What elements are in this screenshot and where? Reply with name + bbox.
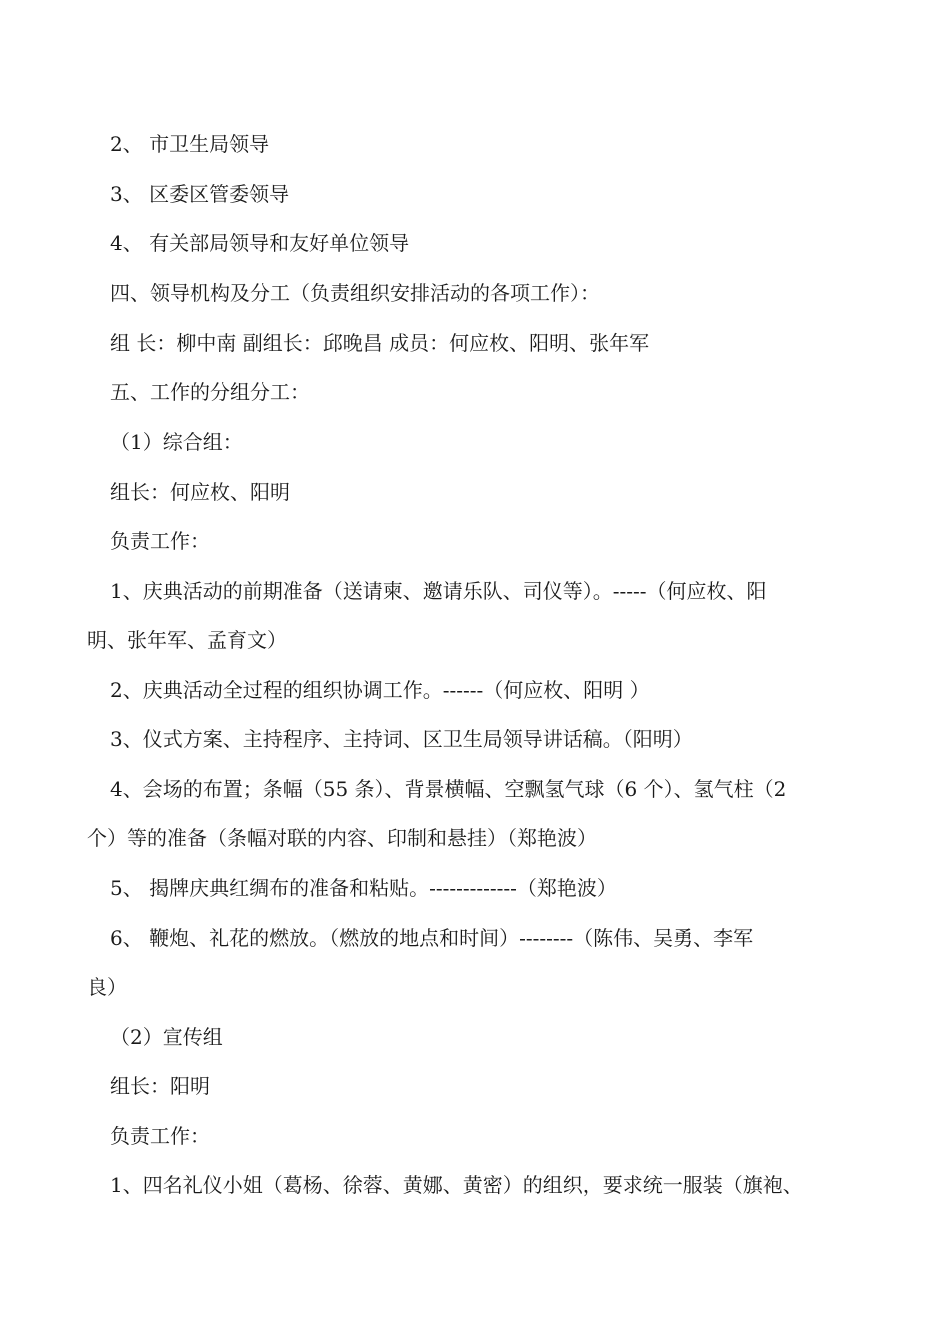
duty-item-5: 5、 揭牌庆典红绸布的准备和粘贴。-------------（郑艳波）	[110, 876, 617, 900]
duty-item-6: 6、 鞭炮、礼花的燃放。（燃放的地点和时间）--------（陈伟、吴勇、李军	[110, 926, 754, 950]
duty-item-4: 4、会场的布置；条幅（55 条）、背景横幅、空飘氢气球（6 个）、氢气柱（2	[110, 777, 787, 801]
list-item-district-committee: 3、 区委区管委领导	[110, 182, 290, 206]
subheading-general-group: （1）综合组：	[110, 430, 243, 454]
duty-item-1-continued: 明、张年军、孟育文）	[87, 628, 287, 652]
duty-item-6-continued: 良）	[87, 975, 127, 999]
section-heading-groups: 五、工作的分组分工：	[110, 380, 310, 404]
publicity-group-leader: 组长：阳明	[110, 1074, 210, 1098]
duty-item-2: 2、庆典活动全过程的组织协调工作。------（何应枚、阳明 ）	[110, 678, 650, 702]
publicity-duty-item-1: 1、四名礼仪小姐（葛杨、徐蓉、黄娜、黄密）的组织，要求统一服装（旗袍、	[110, 1173, 803, 1197]
section-heading-leadership: 四、领导机构及分工（负责组织安排活动的各项工作）：	[110, 281, 600, 305]
subheading-publicity-group: （2）宣传组	[110, 1025, 223, 1049]
list-item-related-bureaus: 4、 有关部局领导和友好单位领导	[110, 231, 410, 255]
general-group-duties-label: 负责工作：	[110, 529, 210, 553]
duty-item-3: 3、仪式方案、主持程序、主持词、区卫生局领导讲话稿。（阳明）	[110, 727, 693, 751]
leadership-members: 组 长：柳中南 副组长：邱晚昌 成员：何应枚、阳明、张年军	[110, 331, 650, 355]
duty-item-4-continued: 个）等的准备（条幅对联的内容、印制和悬挂）（郑艳波）	[87, 826, 597, 850]
list-item-city-health-bureau: 2、 市卫生局领导	[110, 132, 270, 156]
duty-item-1: 1、庆典活动的前期准备（送请柬、邀请乐队、司仪等）。-----（何应枚、阳	[110, 579, 767, 603]
publicity-group-duties-label: 负责工作：	[110, 1124, 210, 1148]
general-group-leader: 组长：何应枚、阳明	[110, 480, 290, 504]
